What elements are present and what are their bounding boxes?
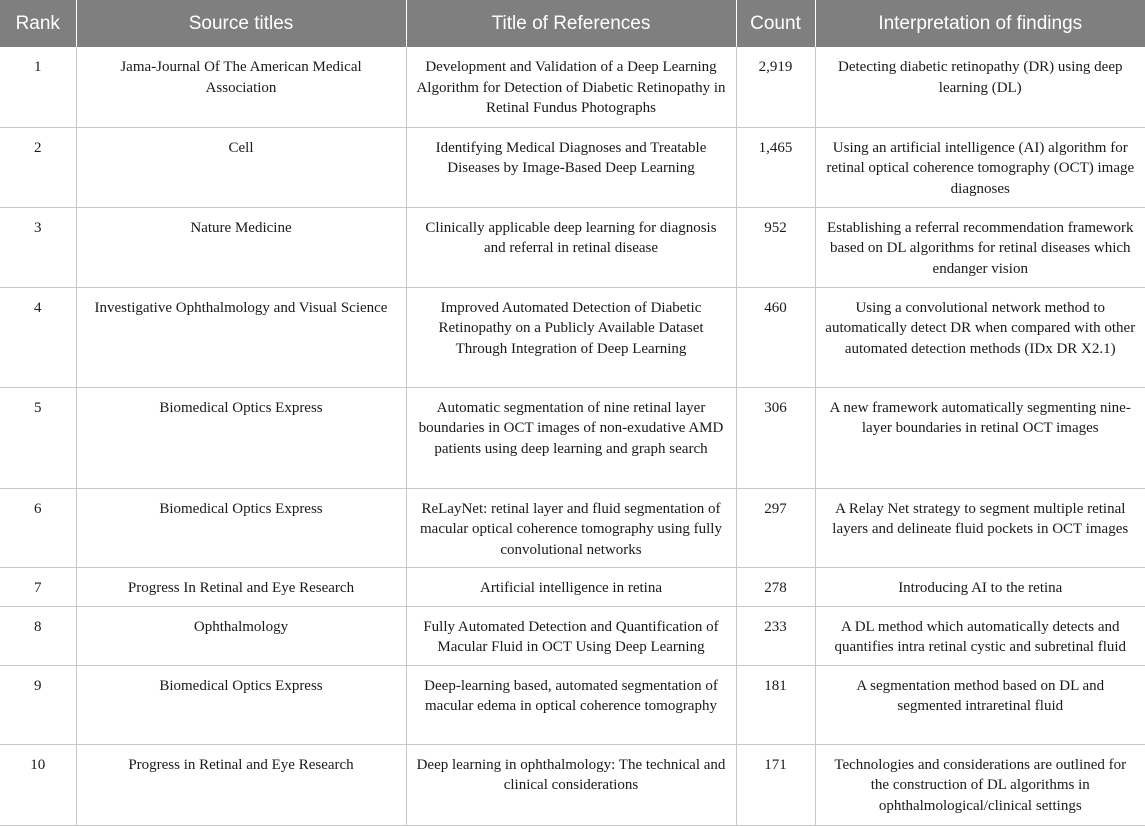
cell-interpretation: Technologies and considerations are outlined for the construction of DL algorithms in ophthalmological/clinical settings xyxy=(815,744,1145,825)
cell-interpretation: A DL method which automatically detects and quantifies intra retinal cystic and subretinal fluid xyxy=(815,606,1145,665)
cell-title: Automatic segmentation of nine retinal layer boundaries in OCT images of non-exudative AMD patients using deep learning and graph search xyxy=(406,387,736,488)
cell-interpretation: Introducing AI to the retina xyxy=(815,567,1145,606)
cell-rank: 3 xyxy=(0,207,76,287)
cell-count: 306 xyxy=(736,387,815,488)
cell-title: Identifying Medical Diagnoses and Treatable Diseases by Image-Based Deep Learning xyxy=(406,127,736,207)
cell-rank: 7 xyxy=(0,567,76,606)
table-row xyxy=(0,606,1145,665)
cell-count: 460 xyxy=(736,287,815,387)
table-row xyxy=(0,47,1145,127)
cell-rank: 6 xyxy=(0,488,76,567)
table-row xyxy=(0,567,1145,606)
table-row xyxy=(0,127,1145,207)
cell-source: Jama-Journal Of The American Medical Association xyxy=(76,47,406,127)
cell-title: Clinically applicable deep learning for diagnosis and referral in retinal disease xyxy=(406,207,736,287)
cell-source: Cell xyxy=(76,127,406,207)
cell-title: ReLayNet: retinal layer and fluid segmentation of macular optical coherence tomography using fully convolutional networks xyxy=(406,488,736,567)
header-title-of-references: Title of References xyxy=(406,0,736,47)
header-rank: Rank xyxy=(0,0,76,47)
table-row xyxy=(0,387,1145,488)
cell-count: 181 xyxy=(736,665,815,744)
cell-rank: 5 xyxy=(0,387,76,488)
table-row xyxy=(0,207,1145,287)
cell-interpretation: Using an artificial intelligence (AI) algorithm for retinal optical coherence tomography (OCT) image diagnoses xyxy=(815,127,1145,207)
table-row xyxy=(0,665,1145,744)
table-row xyxy=(0,287,1145,387)
cell-count: 952 xyxy=(736,207,815,287)
cell-source: Progress In Retinal and Eye Research xyxy=(76,567,406,606)
cell-title: Deep-learning based, automated segmentation of macular edema in optical coherence tomography xyxy=(406,665,736,744)
cell-source: Biomedical Optics Express xyxy=(76,665,406,744)
cell-title: Improved Automated Detection of Diabetic Retinopathy on a Publicly Available Dataset Through Integration of Deep Learning xyxy=(406,287,736,387)
cell-source: Biomedical Optics Express xyxy=(76,488,406,567)
cell-count: 1,465 xyxy=(736,127,815,207)
cell-interpretation: Establishing a referral recommendation framework based on DL algorithms for retinal diseases which endanger vision xyxy=(815,207,1145,287)
cell-rank: 8 xyxy=(0,606,76,665)
header-interpretation: Interpretation of findings xyxy=(815,0,1145,47)
cell-title: Fully Automated Detection and Quantification of Macular Fluid in OCT Using Deep Learning xyxy=(406,606,736,665)
cell-count: 171 xyxy=(736,744,815,825)
header-source-titles: Source titles xyxy=(76,0,406,47)
table-header-row xyxy=(0,0,1145,47)
cell-rank: 1 xyxy=(0,47,76,127)
cell-interpretation: Detecting diabetic retinopathy (DR) using deep learning (DL) xyxy=(815,47,1145,127)
cell-count: 278 xyxy=(736,567,815,606)
cell-source: Ophthalmology xyxy=(76,606,406,665)
cell-interpretation: A segmentation method based on DL and segmented intraretinal fluid xyxy=(815,665,1145,744)
cell-source: Investigative Ophthalmology and Visual Science xyxy=(76,287,406,387)
cell-interpretation: Using a convolutional network method to automatically detect DR when compared with other automated detection methods (IDx DR X2.1) xyxy=(815,287,1145,387)
cell-title: Development and Validation of a Deep Learning Algorithm for Detection of Diabetic Retinopathy in Retinal Fundus Photographs xyxy=(406,47,736,127)
cell-source: Biomedical Optics Express xyxy=(76,387,406,488)
cell-rank: 4 xyxy=(0,287,76,387)
cell-title: Deep learning in ophthalmology: The technical and clinical considerations xyxy=(406,744,736,825)
cell-interpretation: A Relay Net strategy to segment multiple retinal layers and delineate fluid pockets in OCT images xyxy=(815,488,1145,567)
table-row xyxy=(0,744,1145,825)
table-row xyxy=(0,488,1145,567)
cell-count: 2,919 xyxy=(736,47,815,127)
header-count: Count xyxy=(736,0,815,47)
cell-rank: 2 xyxy=(0,127,76,207)
cell-rank: 10 xyxy=(0,744,76,825)
cell-count: 297 xyxy=(736,488,815,567)
cell-title: Artificial intelligence in retina xyxy=(406,567,736,606)
cell-source: Progress in Retinal and Eye Research xyxy=(76,744,406,825)
cell-rank: 9 xyxy=(0,665,76,744)
cell-source: Nature Medicine xyxy=(76,207,406,287)
cell-interpretation: A new framework automatically segmenting nine-layer boundaries in retinal OCT images xyxy=(815,387,1145,488)
cell-count: 233 xyxy=(736,606,815,665)
